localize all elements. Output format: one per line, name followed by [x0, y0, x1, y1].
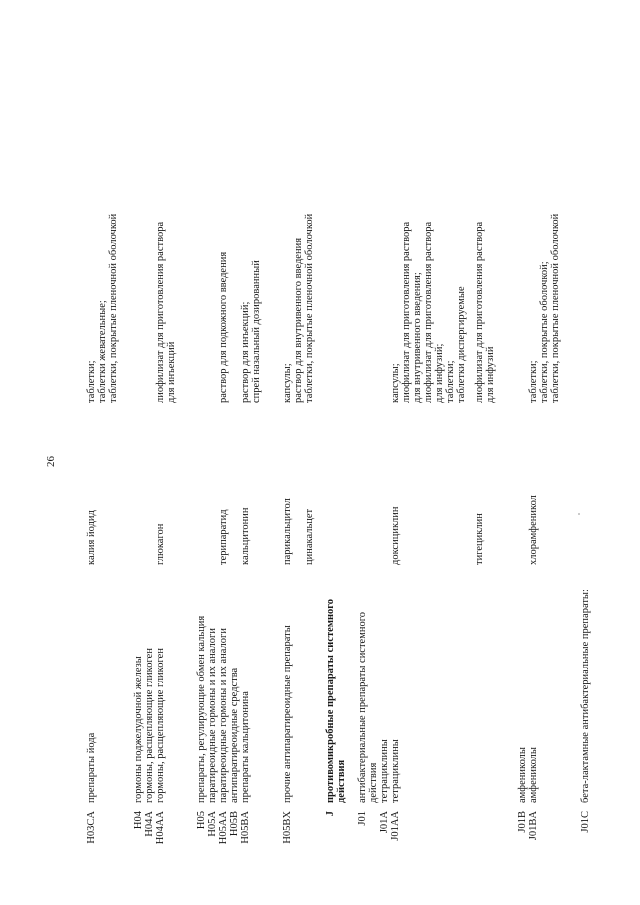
forms-line: лиофилизат для приготовления раствора [155, 221, 166, 403]
atc-code: J [325, 811, 336, 817]
forms-line: для внутривенного введения; [412, 272, 423, 403]
forms-line: таблетки; [86, 360, 97, 403]
row-14-forms [390, 193, 467, 403]
forms-line: таблетки, покрытые пленочной оболочкой [108, 213, 119, 403]
atc-code: H05B [229, 811, 240, 837]
atc-code: J01 [357, 811, 368, 826]
atc-code: J01A [379, 811, 390, 834]
name-line: действия [368, 762, 379, 803]
row-17-drug [528, 405, 539, 565]
forms-line: таблетки жевательные; [97, 300, 108, 403]
row-8-forms [240, 193, 262, 403]
atc-code: H05BX [282, 811, 293, 844]
row-17-forms [528, 193, 561, 403]
forms-line: спрей назальный дозированный [251, 260, 262, 403]
forms-line: для инъекций [166, 341, 177, 403]
row-5-name [207, 598, 218, 803]
row-9-name [282, 598, 293, 803]
atc-code: H03CA [86, 811, 97, 844]
atc-code: H04 [133, 811, 144, 830]
atc-code: H05A [207, 811, 218, 837]
drug-line: цинакальцет [304, 508, 315, 565]
name-line: амфениколы [528, 747, 539, 803]
name-line: гормоны, расщепляющие гликоген [144, 648, 155, 803]
row-3-name [155, 598, 166, 803]
row-6-forms [218, 193, 229, 403]
name-line: препараты йода [86, 732, 97, 803]
name-line: препараты кальцитонина [240, 691, 251, 803]
row-3-forms [155, 193, 177, 403]
forms-line: лиофилизат для приготовления раствора [423, 221, 434, 403]
row-4-name [196, 598, 207, 803]
name-line: гормоны, расщепляющие гликоген [155, 648, 166, 803]
row-17-name [528, 598, 539, 803]
forms-line: таблетки, покрытые пленочной оболочкой [550, 213, 561, 403]
row-9-drug [282, 405, 293, 565]
row-6-name [218, 598, 229, 803]
forms-line: для инфузий; [434, 343, 445, 403]
atc-code: H04AA [155, 811, 166, 845]
page-number: 26 [45, 456, 57, 467]
row-1-name [133, 598, 144, 803]
row-11-name [325, 598, 347, 803]
name-line: паратиреоидные гормоны и их аналоги [218, 628, 229, 803]
drug-line: хлорамфеникол [528, 495, 539, 565]
row-10-forms [304, 193, 315, 403]
row-8-drug [240, 405, 251, 565]
atc-code: H05AA [218, 811, 229, 845]
atc-code: H04A [144, 811, 155, 837]
row-9-forms [282, 193, 304, 403]
name-line: гормоны поджелудочной железы [133, 656, 144, 803]
row-15-forms [474, 193, 496, 403]
name-line: препараты, регулирующие обмен кальция [196, 615, 207, 803]
row-2-name [144, 598, 155, 803]
row-13-name [379, 598, 390, 803]
drug-line: кальцитонин [240, 507, 251, 565]
forms-line: капсулы; [390, 363, 401, 403]
drug-line: доксициклин [390, 506, 401, 565]
forms-line: капсулы; [282, 363, 293, 403]
row-14-drug [390, 405, 401, 565]
name-line: прочие антипаратиреоидные препараты [282, 625, 293, 803]
forms-line: таблетки диспергируемые [456, 286, 467, 403]
atc-code: H05BA [240, 811, 251, 844]
drug-line: калия йодид [86, 510, 97, 565]
row-12-name [357, 598, 379, 803]
row-8-name [240, 598, 251, 803]
forms-line: таблетки, покрытые пленочной оболочкой [304, 213, 315, 403]
row-0-name [86, 598, 97, 803]
row-0-forms [86, 193, 119, 403]
name-line: бета-лактамные антибактериальные препараты: [580, 589, 591, 803]
name-line: антипаратиреоидные средства [229, 667, 240, 803]
forms-line: лиофилизат для приготовления раствора [401, 221, 412, 403]
atc-code: H05 [196, 811, 207, 830]
name-line: тетрациклины [379, 739, 390, 803]
forms-line: лиофилизат для приготовления раствора [474, 221, 485, 403]
row-14-name [390, 598, 401, 803]
forms-line: раствор для инъекций; [240, 301, 251, 403]
name-line: тетрациклины [390, 739, 401, 803]
row-7-name [229, 598, 240, 803]
name-line: действия [336, 759, 347, 803]
name-line: амфениколы [517, 747, 528, 803]
name-line: антибактериальные препараты системного [357, 611, 368, 803]
forms-line: для инфузий [485, 346, 496, 403]
drug-line: тигециклин [474, 513, 485, 565]
forms-line: таблетки, покрытые оболочкой; [539, 261, 550, 403]
row-18-name [580, 589, 591, 803]
row-10-drug [304, 405, 315, 565]
row-0-drug [86, 405, 97, 565]
forms-line: раствор для подкожного введения [218, 251, 229, 403]
drug-line: парикальцитол [282, 498, 293, 565]
drug-line: терипаратид [218, 509, 229, 565]
row-6-drug [218, 405, 229, 565]
drug-line: глюкагон [155, 523, 166, 565]
name-line: противомикробные препараты системного [325, 598, 336, 803]
forms-line: таблетки; [445, 360, 456, 403]
forms-line: таблетки; [528, 360, 539, 403]
name-line: паратиреоидные гормоны и их аналоги [207, 628, 218, 803]
row-3-drug [155, 405, 166, 565]
atc-code: J01C [580, 811, 591, 833]
atc-code: J01BA [528, 811, 539, 841]
atc-code: J01B [517, 811, 528, 833]
row-15-drug [474, 405, 485, 565]
row-16-name [517, 598, 528, 803]
forms-line: раствор для внутривенного введения [293, 237, 304, 403]
scan-speck [578, 513, 580, 515]
atc-code: J01AA [390, 811, 401, 841]
